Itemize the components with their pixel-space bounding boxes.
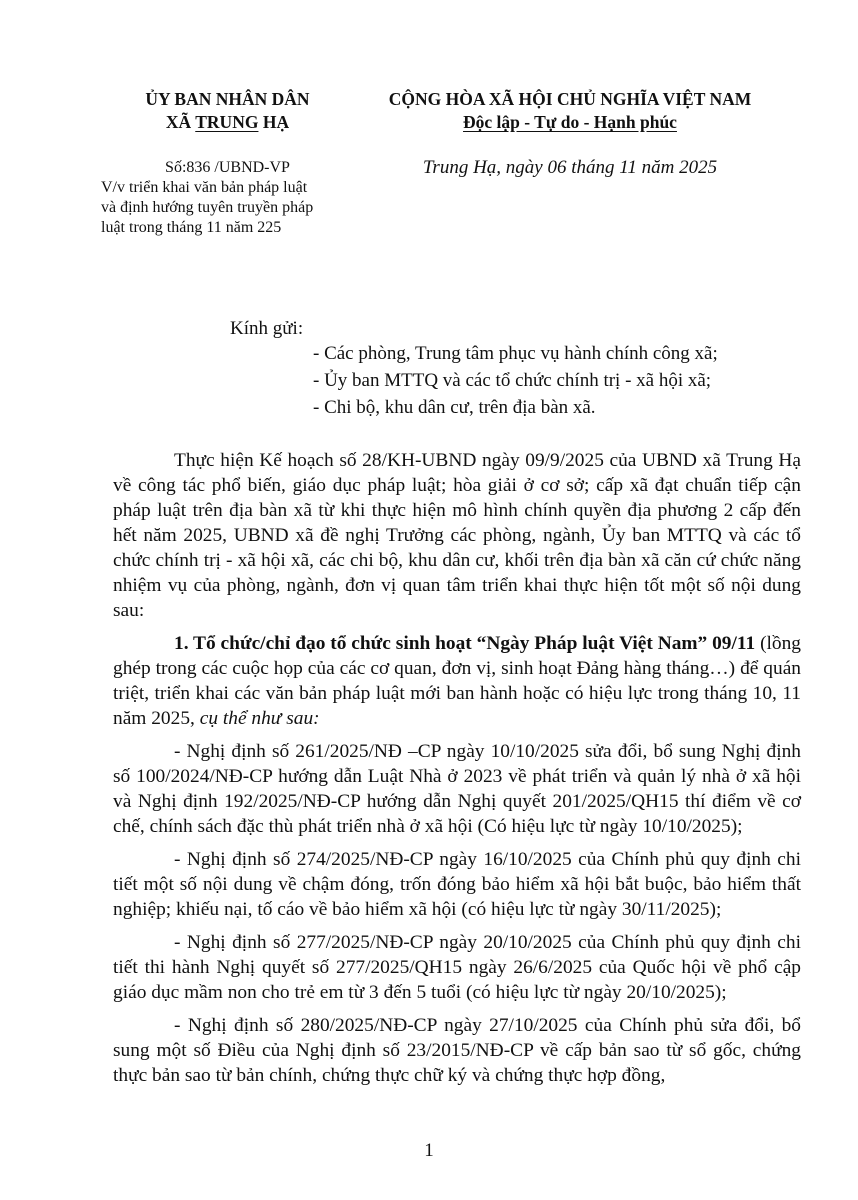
agency-suffix: HẠ (258, 112, 290, 132)
recipient-item: - Chi bộ, khu dân cư, trên địa bàn xã. (313, 397, 596, 418)
intro-paragraph: Thực hiện Kế hoạch số 28/KH-UBND ngày 09/9/2025 của UBND xã Trung Hạ về công tác phổ biến, giáo dục pháp luật; hòa giải ở cơ sở; cấp xã đạt chuẩn tiếp cận pháp luật trên địa bàn xã từ khi thực hiện mô hình chính quyền địa phương 2 cấp đến hết năm 2025, UBND xã đề nghị Trưởng các phòng, ngành, Ủy ban MTTQ và các tổ chức chính trị - xã hội xã, các chi bộ, khu dân cư, khối trên địa bàn xã căn cứ chức năng nhiệm vụ của phòng, ngành, đơn vị quan tâm triển khai thực hiện tốt một số nội dung sau: (113, 450, 801, 621)
subject-line-3: luật trong tháng 11 năm 225 (101, 219, 282, 236)
issuing-agency-block (100, 88, 355, 238)
agency-prefix: XÃ (165, 112, 196, 132)
decree-item: - Nghị định số 277/2025/NĐ-CP ngày 20/10/2025 của Chính phủ quy định chi tiết thi hành Nghị quyết số 277/2025/QH15 ngày 26/6/2025 của Quốc hội về phổ cập giáo dục mầm non cho trẻ em từ 3 đến 5 tuổi (có hiệu lực từ ngày 20/10/2025); (113, 932, 801, 1003)
motto (360, 111, 780, 134)
nation-title: CỘNG HÒA XÃ HỘI CHỦ NGHĨA VIỆT NAM (388, 89, 752, 109)
place-date: Trung Hạ, ngày 06 tháng 11 năm 2025 (422, 157, 718, 178)
section-1-italic: cụ thể như sau: (199, 708, 320, 729)
document-body (113, 448, 801, 1096)
recipients-label: Kính gửi: (230, 318, 304, 339)
decree-item: - Nghị định số 274/2025/NĐ-CP ngày 16/10/2025 của Chính phủ quy định chi tiết một số nội dung về chậm đóng, trốn đóng bảo hiểm xã hội bắt buộc, bảo hiểm thất nghiệp; khiếu nại, tố cáo về bảo hiểm xã hội (có hiệu lực từ ngày 30/11/2025); (113, 849, 801, 920)
decree-item: - Nghị định số 261/2025/NĐ –CP ngày 10/10/2025 sửa đổi, bổ sung Nghị định số 100/2024/NĐ-CP hướng dẫn Luật Nhà ở 2023 về phát triển và quản lý nhà ở xã hội và Nghị định 192/2025/NĐ-CP hướng dẫn Nghị quyết 201/2025/QH15 thí điểm về cơ chế, chính sách đặc thù phát triển nhà ở xã hội (Có hiệu lực từ ngày 10/10/2025); (113, 741, 801, 837)
agency-name-line1: ỦY BAN NHÂN DÂN (145, 89, 310, 109)
subject-line-2: và định hướng tuyên truyền pháp (101, 199, 314, 216)
subject-line-1: V/v triển khai văn bản pháp luật (101, 179, 308, 196)
section-1-paragraph (113, 631, 801, 731)
document-number: Số:836 /UBND-VP (165, 159, 290, 176)
decree-item: - Nghị định số 280/2025/NĐ-CP ngày 27/10/2025 của Chính phủ sửa đổi, bổ sung một số Điều của Nghị định số 23/2015/NĐ-CP về cấp bản sao từ sổ gốc, chứng thực bản sao từ bản chính, chứng thực chữ ký và chứng thực hợp đồng, (113, 1015, 801, 1086)
recipient-item: - Ủy ban MTTQ và các tổ chức chính trị - xã hội xã; (313, 370, 712, 391)
agency-name-line2 (100, 111, 355, 134)
section-1-heading: 1. Tổ chức/chỉ đạo tổ chức sinh hoạt “Ngày Pháp luật Việt Nam” 09/11 (174, 633, 756, 654)
national-header-block (360, 88, 780, 134)
page-number: 1 (424, 1140, 434, 1161)
recipient-item: - Các phòng, Trung tâm phục vụ hành chính công xã; (313, 343, 718, 364)
agency-underlined: TRUNG (195, 112, 259, 132)
section-1-text: (lồng ghép trong các cuộc họp của các cơ quan, đơn vị, sinh hoạt Đảng hàng tháng…) để quán triệt, triển khai các văn bản pháp luật mới ban hành hoặc có hiệu lực trong tháng 10, 11 năm 2025, (113, 633, 801, 729)
motto-text: Độc lập - Tự do - Hạnh phúc (463, 112, 677, 132)
